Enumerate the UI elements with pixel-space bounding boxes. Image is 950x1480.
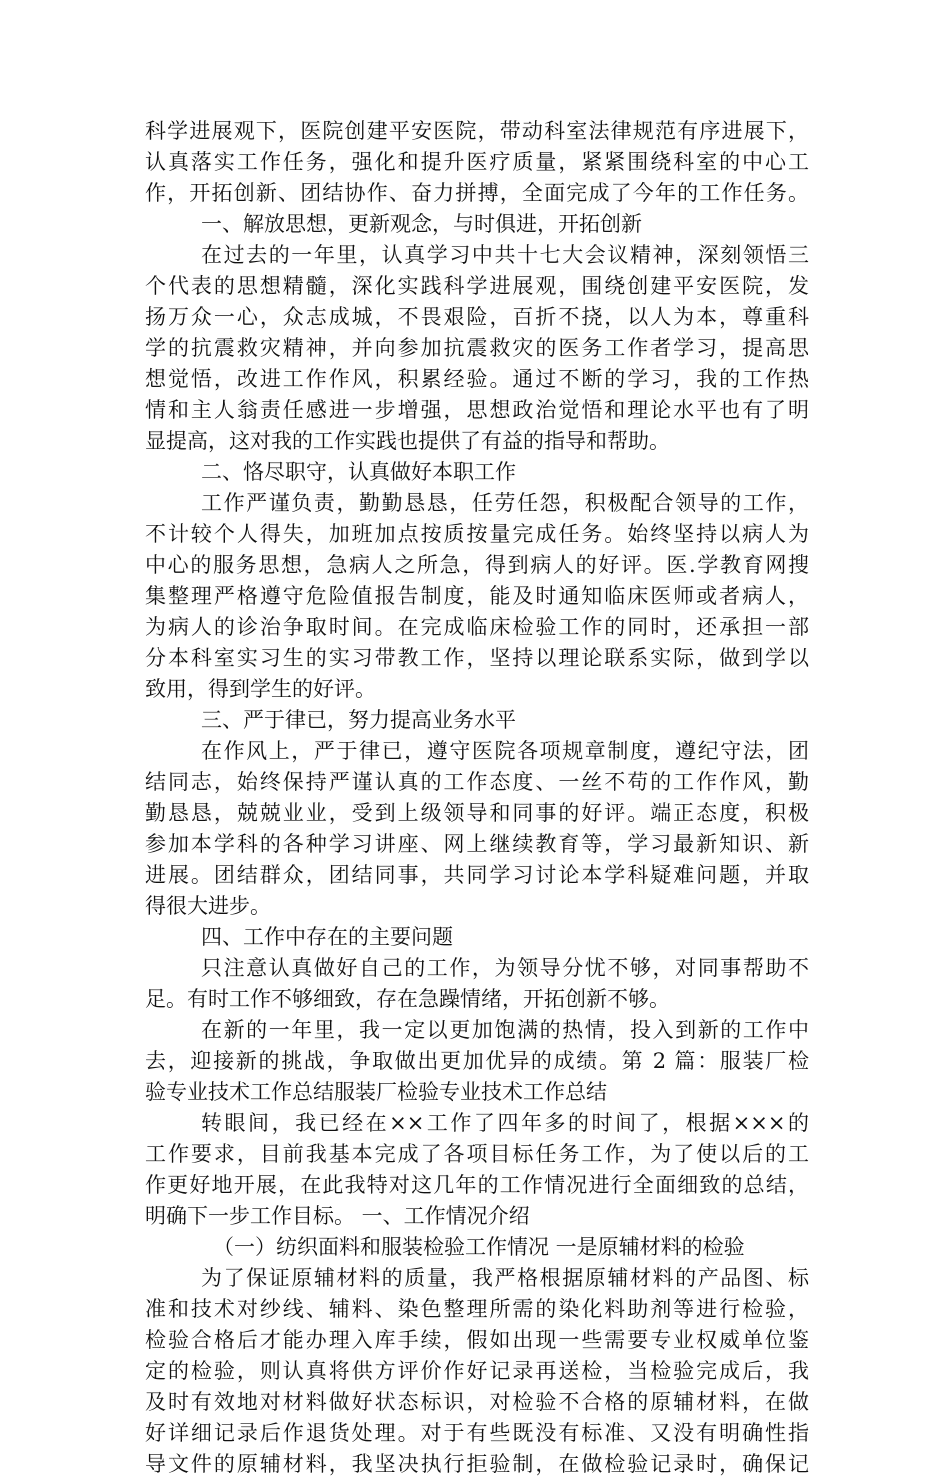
text-line: 结同志，始终保持严谨认真的工作态度、一丝不苟的工作作风，勤: [145, 770, 809, 794]
text-line: 分本科室实习生的实习带教工作，坚持以理论联系实际，做到学以: [145, 646, 809, 670]
text-line: 进展。团结群众，团结同事，共同学习讨论本学科疑难问题，并取: [145, 863, 809, 887]
text-line: 中心的服务思想，急病人之所急，得到病人的好评。医.学教育网搜: [145, 553, 809, 577]
text-line: 明确下一步工作目标。 一、工作情况介绍: [145, 1204, 530, 1228]
text-line: 个代表的思想精髓，深化实践科学进展观，围绕创建平安医院，发: [145, 274, 809, 298]
text-line: 为病人的诊治争取时间。在完成临床检验工作的同时，还承担一部: [145, 615, 809, 639]
text-line: 为了保证原辅材料的质量，我严格根据原辅材料的产品图、标: [201, 1266, 809, 1290]
text-line: 准和技术对纱线、辅料、染色整理所需的染化料助剂等进行检验，: [145, 1297, 809, 1321]
document-page: [145, 116, 809, 1480]
text-line: 作，开拓创新、团结协作、奋力拼搏，全面完成了今年的工作任务。: [145, 181, 809, 205]
text-line: 致用，得到学生的好评。: [145, 677, 376, 701]
text-line: 二、恪尽职守，认真做好本职工作: [201, 460, 516, 484]
text-line: 检验合格后才能办理入库手续，假如出现一些需要专业权威单位鉴: [145, 1328, 809, 1352]
text-line: 工作严谨负责，勤勤恳恳，任劳任怨，积极配合领导的工作，: [201, 491, 809, 515]
text-line: 及时有效地对材料做好状态标识，对检验不合格的原辅材料，在做: [145, 1390, 809, 1414]
text-line: 去，迎接新的挑战，争取做出更加优异的成绩。第 2 篇：服装厂检: [145, 1049, 809, 1073]
text-line: 在新的一年里，我一定以更加饱满的热情，投入到新的工作中: [201, 1018, 809, 1042]
text-line: 科学进展观下，医院创建平安医院，带动科室法律规范有序进展下，: [145, 119, 809, 143]
text-line: 想觉悟，改进工作作风，积累经验。通过不断的学习，我的工作热: [145, 367, 809, 391]
text-line: 足。有时工作不够细致，存在急躁情绪，开拓创新不够。: [145, 987, 670, 1011]
text-line: 验专业技术工作总结服装厂检验专业技术工作总结: [145, 1080, 607, 1104]
text-line: 学的抗震救灾精神，并向参加抗震救灾的医务工作者学习，提高思: [145, 336, 809, 360]
text-line: 勤恳恳，兢兢业业，受到上级领导和同事的好评。端正态度，积极: [145, 801, 809, 825]
text-line: 在过去的一年里，认真学习中共十七大会议精神，深刻领悟三: [201, 243, 809, 267]
text-line: 集整理严格遵守危险值报告制度，能及时通知临床医师或者病人，: [145, 584, 809, 608]
text-line: 转眼间，我已经在××工作了四年多的时间了，根据×××的: [201, 1111, 809, 1135]
text-line: 只注意认真做好自己的工作，为领导分忧不够，对同事帮助不: [201, 956, 809, 980]
text-line: 四、工作中存在的主要问题: [201, 925, 453, 949]
text-line: 定的检验，则认真将供方评价作好记录再送检，当检验完成后，我: [145, 1359, 809, 1383]
text-line: 扬万众一心，众志成城，不畏艰险，百折不挠，以人为本，尊重科: [145, 305, 809, 329]
text-line: 导文件的原辅材料，我坚决执行拒验制，在做检验记录时，确保记: [145, 1452, 809, 1476]
text-line: 情和主人翁责任感进一步增强，思想政治觉悟和理论水平也有了明: [145, 398, 809, 422]
text-line: 在作风上，严于律已，遵守医院各项规章制度，遵纪守法，团: [201, 739, 809, 763]
text-line: 一、解放思想，更新观念，与时俱进，开拓创新: [201, 212, 642, 236]
text-line: 参加本学科的各种学习讲座、网上继续教育等，学习最新知识、新: [145, 832, 809, 856]
text-line: 三、严于律已，努力提高业务水平: [201, 708, 516, 732]
text-line: （一）纺织面料和服装检验工作情况 一是原辅材料的检验: [213, 1235, 745, 1259]
text-line: 工作要求，目前我基本完成了各项目标任务工作，为了使以后的工: [145, 1142, 809, 1166]
text-line: 认真落实工作任务，强化和提升医疗质量，紧紧围绕科室的中心工: [145, 150, 809, 174]
text-line: 作更好地开展，在此我特对这几年的工作情况进行全面细致的总结，: [145, 1173, 809, 1197]
text-line: 显提高，这对我的工作实践也提供了有益的指导和帮助。: [145, 429, 670, 453]
text-line: 好详细记录后作退货处理。对于有些既没有标准、又没有明确性指: [145, 1421, 809, 1445]
text-line: 得很大进步。: [145, 894, 271, 918]
text-line: 不计较个人得失，加班加点按质按量完成任务。始终坚持以病人为: [145, 522, 809, 546]
